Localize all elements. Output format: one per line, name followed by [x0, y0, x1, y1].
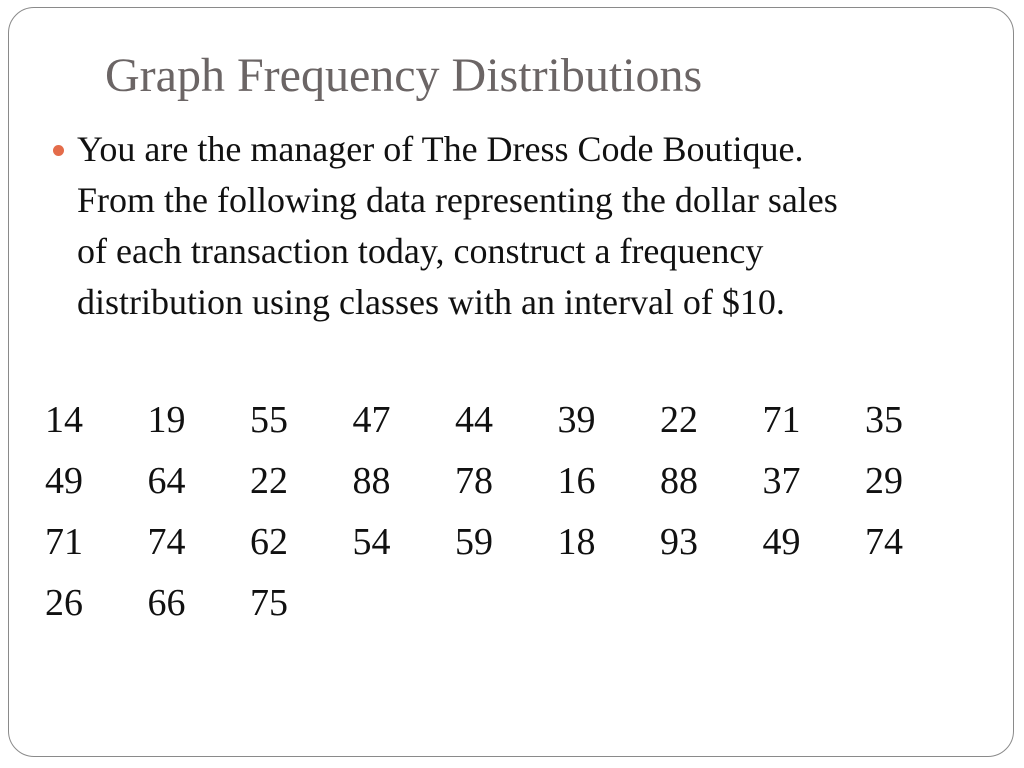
bullet-line: You are the manager of The Dress Code Boutique. [77, 129, 804, 169]
bullet-text [77, 124, 987, 328]
data-value: 75 [250, 582, 288, 624]
data-value: 19 [147, 399, 186, 441]
data-value: 71 [762, 399, 801, 441]
data-value: 14 [45, 399, 83, 441]
data-value: 78 [455, 460, 493, 502]
data-value: 44 [455, 399, 493, 441]
data-value: 93 [660, 521, 698, 563]
data-value: 37 [762, 460, 801, 502]
data-value: 88 [352, 460, 391, 502]
bullet-line: From the following data representing the dollar sales [77, 180, 838, 220]
data-value: 26 [45, 582, 83, 624]
data-value: 39 [557, 399, 596, 441]
data-value: 16 [557, 460, 596, 502]
data-value: 66 [147, 582, 186, 624]
data-row [45, 573, 968, 634]
data-value: 22 [660, 399, 698, 441]
data-value: 88 [660, 460, 698, 502]
data-value: 54 [352, 521, 391, 563]
data-value: 49 [45, 460, 83, 502]
data-value: 59 [455, 521, 493, 563]
data-value: 74 [865, 521, 903, 563]
data-value: 71 [45, 521, 83, 563]
slide [8, 7, 1014, 757]
bullet-line: of each transaction today, construct a frequency [77, 231, 764, 271]
data-row [45, 451, 968, 512]
data-row [45, 512, 968, 573]
data-value: 55 [250, 399, 288, 441]
bullet-line: distribution using classes with an interval of $10. [77, 282, 785, 322]
sales-data-grid [45, 390, 968, 634]
data-value: 64 [147, 460, 186, 502]
slide-title: Graph Frequency Distributions [105, 49, 703, 102]
data-value: 74 [147, 521, 186, 563]
data-value: 22 [250, 460, 288, 502]
data-value: 18 [557, 521, 596, 563]
bullet-dot-icon [53, 145, 64, 156]
data-value: 62 [250, 521, 288, 563]
data-value: 49 [762, 521, 801, 563]
data-value: 35 [865, 399, 903, 441]
data-value: 47 [352, 399, 391, 441]
data-value: 29 [865, 460, 903, 502]
data-row [45, 390, 968, 451]
